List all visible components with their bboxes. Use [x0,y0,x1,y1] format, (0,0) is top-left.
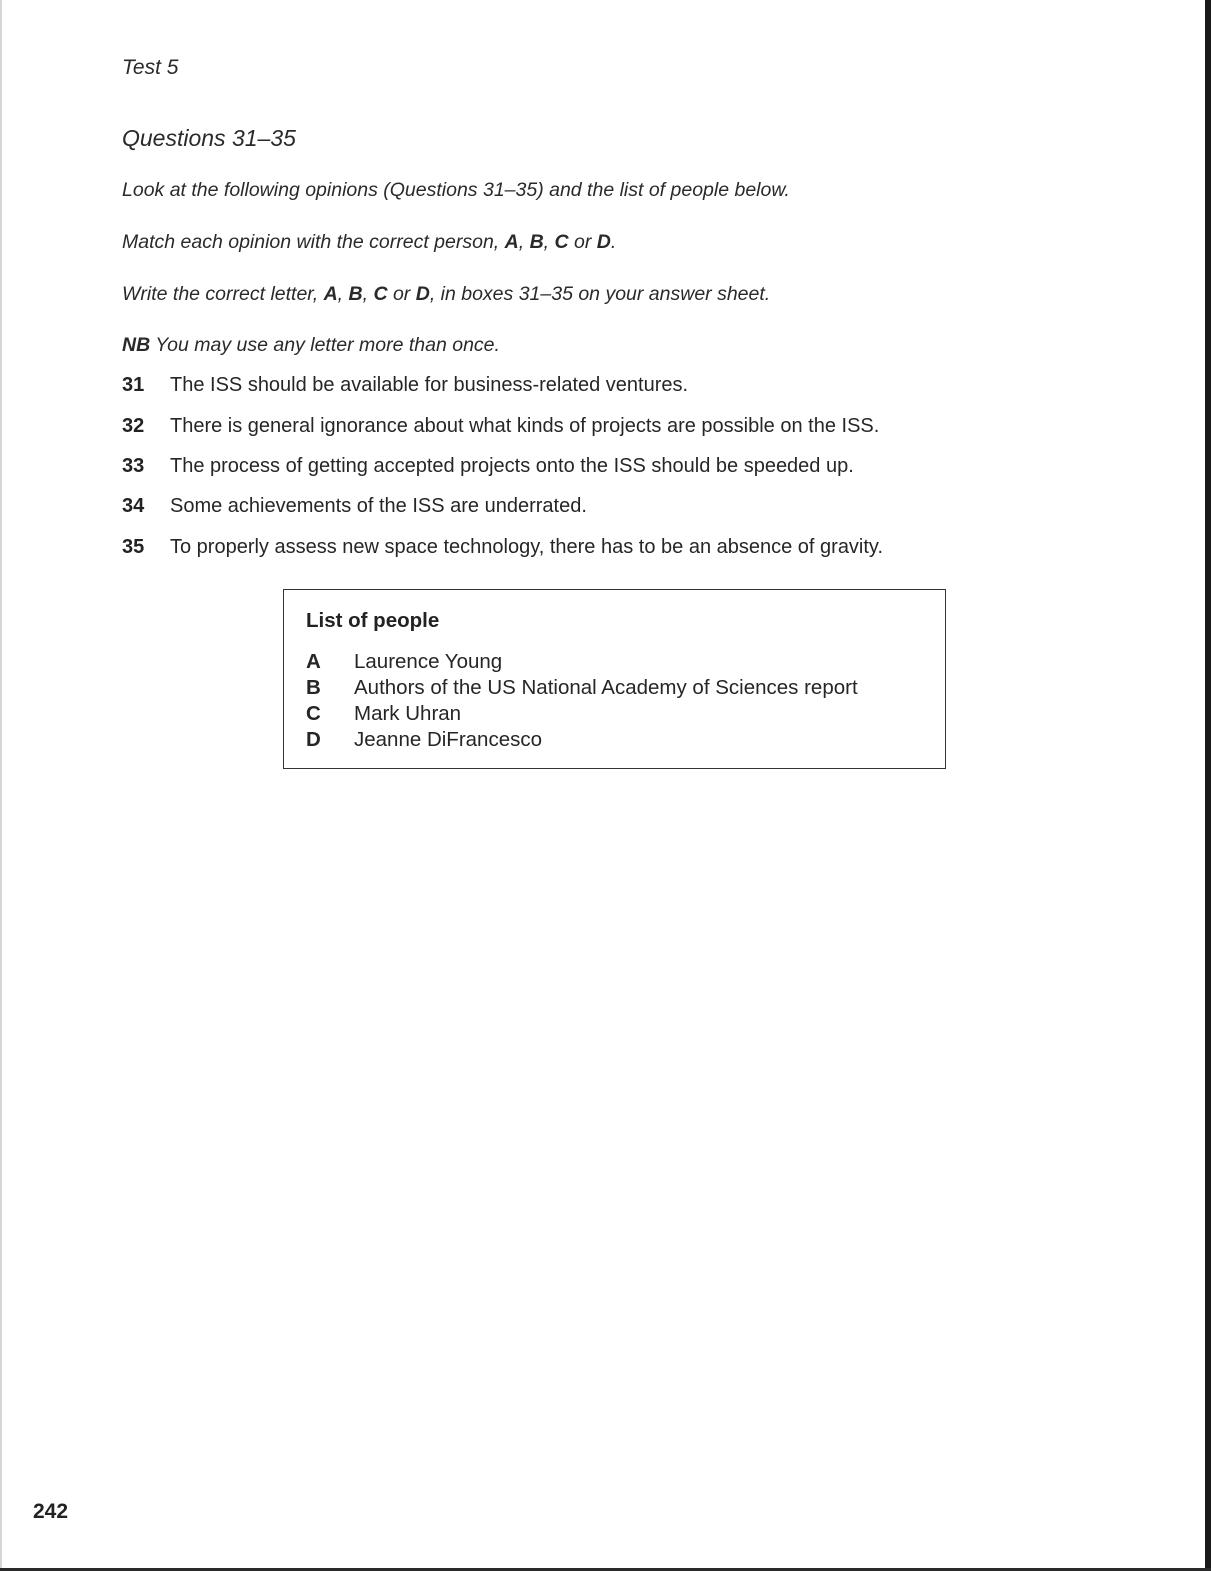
people-list-box [283,589,946,769]
list-item [306,650,502,674]
scan-edge-left [0,0,2,1571]
question-row [122,415,879,438]
question-number: 32 [122,415,145,437]
question-number: 35 [122,536,145,558]
option-letter-c: C [373,283,388,305]
option-letter-b: B [348,283,363,305]
page-number: 242 [33,1500,69,1523]
separator: or [568,231,597,253]
question-text: The process of getting accepted projects onto the ISS should be speeded up. [170,455,854,477]
instruction-text: Write the correct letter, [122,283,324,305]
question-row [122,536,883,559]
question-number: 33 [122,455,145,477]
instruction-line-3 [122,283,770,306]
question-number: 34 [122,495,145,517]
instruction-text: . [610,231,617,253]
question-row [122,374,688,397]
question-row [122,495,587,518]
separator: or [387,283,416,305]
option-letter-d: D [415,283,430,305]
person-name: Mark Uhran [354,702,462,725]
instruction-text: , in boxes 31–35 on your answer sheet. [429,283,771,305]
list-item [306,676,858,700]
person-letter: A [306,650,321,673]
person-letter: B [306,676,321,699]
nb-note [122,334,500,357]
section-heading: Questions 31–35 [122,125,296,151]
question-text: The ISS should be available for business-related ventures. [170,374,689,396]
option-letter-c: C [554,231,569,253]
separator: , [543,231,555,253]
question-text: Some achievements of the ISS are underrated. [170,495,587,517]
person-name: Laurence Young [354,650,503,673]
separator: , [518,231,530,253]
instruction-text: Match each opinion with the correct person, [122,231,505,253]
option-letter-b: B [529,231,544,253]
question-text: To properly assess new space technology, there has to be an absence of gravity. [170,536,884,558]
option-letter-d: D [596,231,611,253]
list-item [306,728,542,752]
question-number: 31 [122,374,145,396]
option-letter-a: A [323,283,338,305]
instruction-line-1: Look at the following opinions (Questions 31–35) and the list of people below. [122,179,790,201]
list-item [306,702,461,726]
running-head: Test 5 [122,56,179,79]
person-name: Authors of the US National Academy of Sciences report [354,676,858,699]
option-letter-a: A [504,231,519,253]
person-letter: C [306,702,321,725]
question-text: There is general ignorance about what kinds of projects are possible on the ISS. [170,415,880,437]
separator: , [362,283,374,305]
person-name: Jeanne DiFrancesco [354,728,543,751]
scan-edge-right [1205,0,1211,1571]
separator: , [337,283,349,305]
nb-label: NB [122,334,151,356]
question-row [122,455,854,478]
people-list-title: List of people [306,609,440,632]
instruction-line-2 [122,231,616,254]
person-letter: D [306,728,321,751]
nb-text: You may use any letter more than once. [150,334,500,356]
